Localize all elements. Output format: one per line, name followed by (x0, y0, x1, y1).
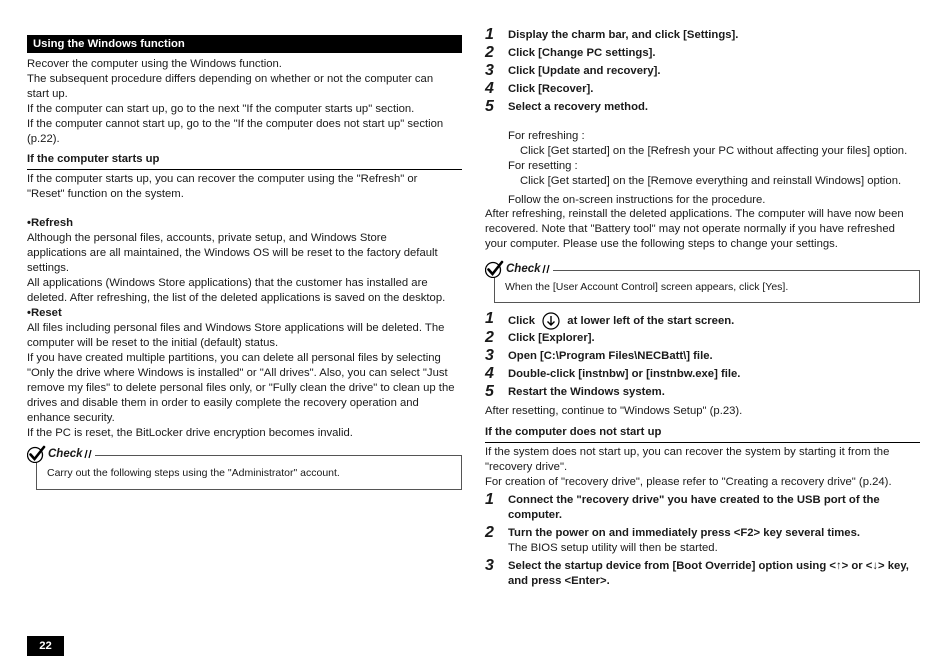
starts-up-line: If the computer starts up, you can recover the computer using the "Refresh" or (27, 173, 418, 185)
after-refresh-line: your computer. Please use the following steps to change your settings. (485, 238, 838, 250)
refresh-instruction: Click [Get started] on the [Refresh your PC without affecting your files] option. (520, 145, 908, 157)
check-slash-icon (542, 264, 550, 274)
step-b-1 (485, 311, 734, 330)
step-text-line: computer. (508, 509, 562, 521)
step-c-2 (485, 525, 860, 556)
step-text-line: Connect the "recovery drive" you have created to the USB port of the (508, 494, 880, 506)
step-text (508, 492, 880, 523)
check-note-right: When the [User Account Control] screen appears, click [Yes]. (505, 281, 789, 293)
check-label-right (485, 260, 553, 278)
step-text-post: at lower left of the start screen. (567, 314, 735, 327)
step-text: Select a recovery method. (508, 101, 649, 113)
step-text: Click [Recover]. (508, 83, 594, 95)
step-text: Click [Change PC settings]. (508, 47, 656, 59)
step-number: 2 (485, 524, 494, 541)
recovery-methods (508, 129, 928, 208)
step-text-line: Turn the power on and immediately press <F2> key several times. (508, 527, 861, 539)
reset-line: "Only the drive where Windows is installed" or "All drives". Also, you can select "Just (27, 367, 448, 379)
intro-line: Recover the computer using the Windows function. (27, 58, 282, 70)
refresh-line: applications are all maintained, the Windows OS will be reset to the factory default (27, 247, 438, 259)
after-refresh-text (485, 207, 925, 252)
step-b-2 (485, 330, 595, 346)
step-number: 5 (485, 98, 494, 115)
not-start-line: "recovery drive". (485, 461, 568, 473)
intro-line: If the computer cannot start up, go to the "If the computer does not start up" section (27, 118, 444, 130)
reset-line: computer will be reset to the initial (default) status. (27, 337, 279, 349)
step-number: 5 (485, 383, 494, 400)
not-start-heading: If the computer does not start up (485, 425, 920, 443)
check-label-text: Check (506, 263, 541, 275)
step-text: Open [C:\Program Files\NECBatt\] file. (508, 350, 713, 362)
starts-up-line: "Reset" function on the system. (27, 188, 184, 200)
check-label-text: Check (48, 448, 83, 460)
section-title: Using the Windows function (27, 35, 462, 53)
step-b-4 (485, 366, 740, 382)
step-text: Click [Update and recovery]. (508, 65, 661, 77)
step-text (508, 311, 734, 330)
step-text-line: Select the startup device from [Boot Override] option using <↑> or <↓> key, (508, 560, 909, 572)
after-reset-text: After resetting, continue to "Windows Setup" (p.23). (485, 405, 743, 417)
intro-text (27, 57, 467, 147)
refresh-line: Although the personal files, accounts, private setup, and Windows Store (27, 232, 387, 244)
step-c-3 (485, 558, 909, 589)
step-a-1 (485, 27, 738, 43)
check-label-left (27, 445, 95, 463)
intro-line: (p.22). (27, 133, 60, 145)
not-start-line: If the system does not start up, you can recover the system by starting it from the (485, 446, 890, 458)
reset-line: If you have created multiple partitions, you can delete all personal files by selecting (27, 352, 441, 364)
not-start-line: For creation of "recovery drive", please refer to "Creating a recovery drive" (p.24). (485, 476, 892, 488)
refresh-line: deleted. After refreshing, the list of the deleted applications is saved on the desktop. (27, 292, 446, 304)
step-text-line: and press <Enter>. (508, 575, 610, 587)
reset-instruction: Click [Get started] on the [Remove everything and reinstall Windows] option. (520, 175, 902, 187)
refresh-section (27, 216, 467, 441)
step-number: 4 (485, 80, 494, 97)
step-number: 3 (485, 62, 494, 79)
step-number: 1 (485, 310, 494, 327)
reset-line: If the PC is reset, the BitLocker drive encryption becomes invalid. (27, 427, 353, 439)
step-a-5 (485, 99, 648, 115)
after-refresh-line: After refreshing, reinstall the deleted applications. The computer will have now been (485, 208, 904, 220)
step-number: 2 (485, 44, 494, 61)
refresh-title: •Refresh (27, 217, 74, 229)
step-text: Click [Explorer]. (508, 332, 595, 344)
step-text (508, 558, 909, 589)
step-text: Restart the Windows system. (508, 386, 665, 398)
step-a-2 (485, 45, 656, 61)
refresh-line: settings. (27, 262, 70, 274)
reset-line: enhance security. (27, 412, 115, 424)
step-note: The BIOS setup utility will then be started. (508, 542, 718, 554)
check-box-right (494, 270, 920, 303)
step-number: 1 (485, 26, 494, 43)
page-number: 22 (27, 636, 64, 656)
starts-up-heading: If the computer starts up (27, 152, 462, 170)
refresh-label: For refreshing : (508, 130, 585, 142)
step-text: Double-click [instnbw] or [instnbw.exe] file. (508, 368, 741, 380)
step-body (508, 525, 860, 556)
not-start-text (485, 445, 925, 490)
step-number: 4 (485, 365, 494, 382)
step-b-5 (485, 384, 665, 400)
step-text: Display the charm bar, and click [Settings]. (508, 29, 739, 41)
step-b-3 (485, 348, 713, 364)
step-number: 3 (485, 557, 494, 574)
check-note-left: Carry out the following steps using the "Administrator" account. (47, 467, 340, 479)
intro-line: start up. (27, 88, 68, 100)
step-a-4 (485, 81, 593, 97)
reset-title: •Reset (27, 307, 62, 319)
reset-line: All files including personal files and Windows Store applications will be deleted. The (27, 322, 445, 334)
step-number: 1 (485, 491, 494, 508)
step-number: 2 (485, 329, 494, 346)
intro-line: The subsequent procedure differs depending on whether or not the computer can (27, 73, 434, 85)
reset-line: remove my files" to delete personal files only, or "Fully clean the drive" to clean up the (27, 382, 455, 394)
check-slash-icon (84, 449, 92, 459)
reset-line: drives and disable them in order to easily complete the recovery operation and (27, 397, 419, 409)
after-refresh-line: recovered. Note that "Battery tool" may not operate normally if you have refreshed (485, 223, 895, 235)
check-mark-icon (27, 445, 47, 463)
refresh-line: All applications (Windows Store applications) that the customer has installed are (27, 277, 428, 289)
check-box-left (36, 455, 462, 490)
step-text-pre: Click (508, 314, 536, 327)
step-a-3 (485, 63, 661, 79)
check-mark-icon (485, 260, 505, 278)
down-arrow-circle-icon (542, 312, 560, 330)
follow-instruction: Follow the on-screen instructions for the procedure. (508, 194, 766, 206)
reset-label: For resetting : (508, 160, 578, 172)
intro-line: If the computer can start up, go to the next "If the computer starts up" section. (27, 103, 415, 115)
starts-up-text (27, 172, 467, 202)
step-c-1 (485, 492, 880, 523)
step-number: 3 (485, 347, 494, 364)
